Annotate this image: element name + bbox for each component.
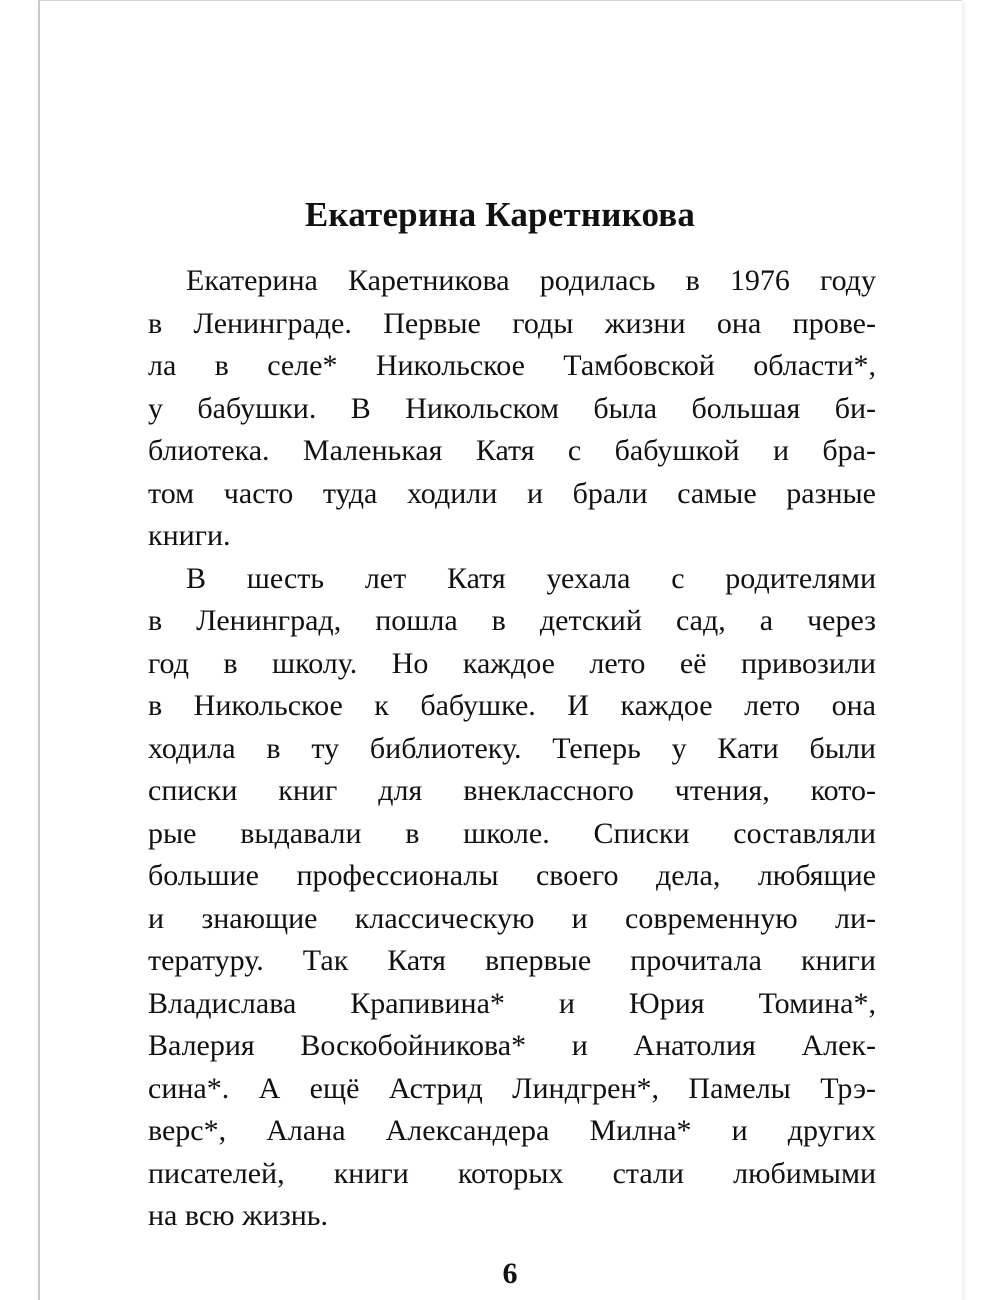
paragraph-2-line: большие профессионалы своего дела, любящие [148, 859, 876, 892]
paragraph-1-line: у бабушки. В Никольском была большая би- [148, 391, 876, 425]
paragraph-2-line: рые выдавали в школе. Списки составляли [148, 816, 876, 850]
paragraph-2-line: списки книг для внеклассного чтения, кото- [148, 774, 876, 807]
paragraph-2-line: в Ленинград, пошла в детский сад, а через [148, 604, 876, 637]
paragraph-1-line: Екатерина Каретникова родилась в 1976 году [186, 264, 876, 297]
paragraph-2-line: верс*, Алана Александера Милна* и других [148, 1114, 876, 1147]
paragraph-2-line: тературу. Так Катя впервые прочитала книги [148, 944, 876, 977]
paragraph-2-line: в Никольское к бабушке. И каждое лето она [148, 689, 876, 722]
paragraph-2-line: год в школу. Но каждое лето её привозили [148, 646, 876, 680]
paragraph-2-line: ходила в ту библиотеку. Теперь у Кати были [148, 731, 876, 765]
paragraph-2-line: В шесть лет Катя уехала с родителями [186, 561, 876, 595]
body-text [148, 260, 876, 1238]
paragraph-2-line: писателей, книги которых стали любимыми [148, 1156, 876, 1190]
paragraph-2-line: и знающие классическую и современную ли- [148, 901, 876, 935]
paragraph-1-line: в Ленинграде. Первые годы жизни она прове- [148, 306, 876, 340]
paragraph-2-line: на всю жизнь. [148, 1199, 328, 1232]
paragraph-1-line: ла в селе* Никольское Тамбовской области*, [148, 349, 876, 382]
paragraph-2-line: Владислава Крапивина* и Юрия Томина*, [148, 986, 876, 1020]
paragraph-1-line: блиотека. Маленькая Катя с бабушкой и бра- [148, 434, 876, 467]
paragraph-1-line: том часто туда ходили и брали самые разные [148, 476, 876, 510]
paragraph-1-line: книги. [148, 519, 231, 552]
paragraph-2-line: сина*. А ещё Астрид Линдгрен*, Памелы Трэ- [148, 1071, 876, 1105]
page-title: Екатерина Каретникова [304, 195, 696, 234]
page-number: 6 [502, 1257, 518, 1290]
paragraph-2-line: Валерия Воскобойникова* и Анатолия Алек- [148, 1029, 876, 1062]
